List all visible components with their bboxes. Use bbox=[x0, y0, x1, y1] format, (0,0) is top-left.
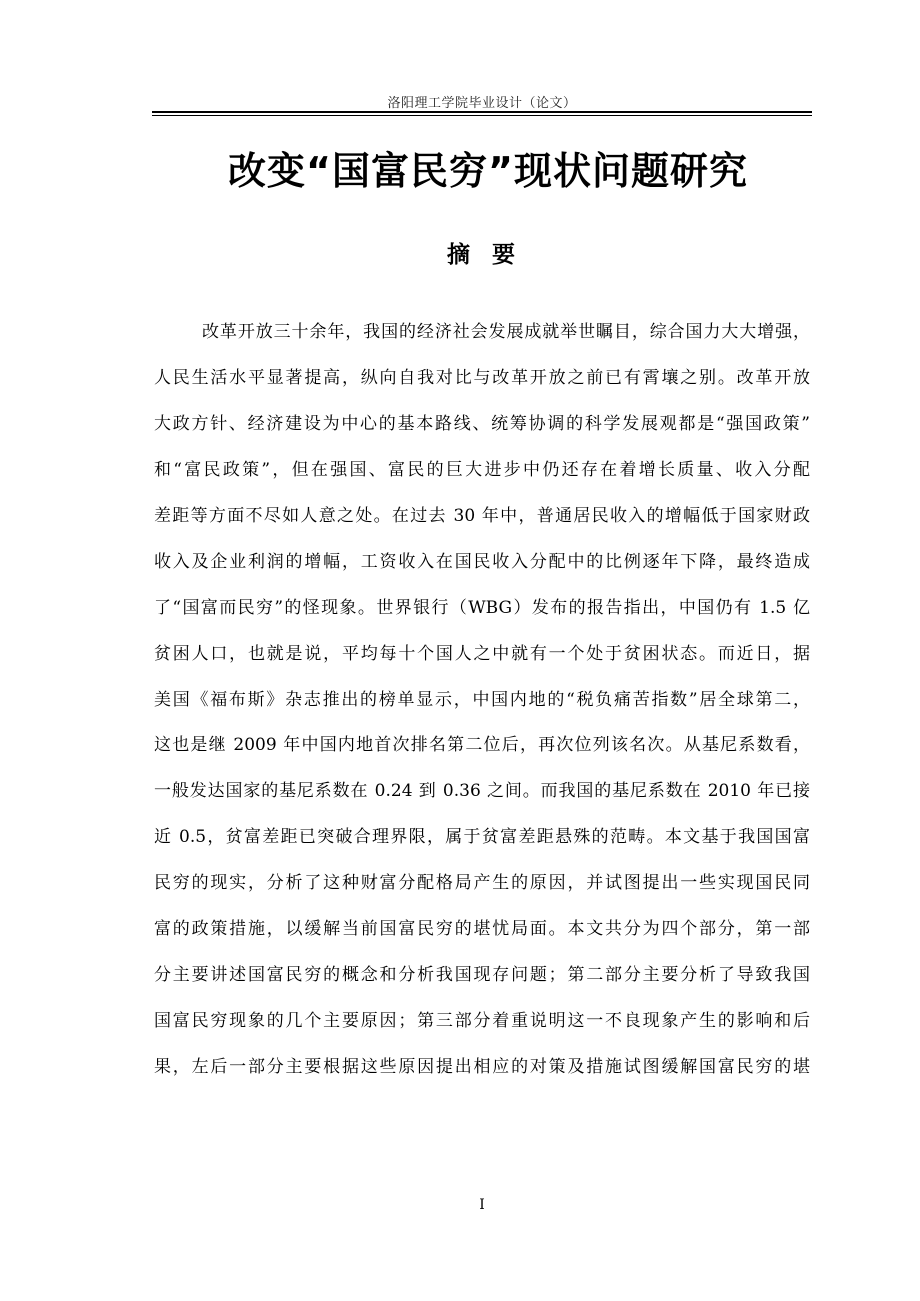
abstract-line: 了“国富而民穷”的怪现象。世界银行（WBG）发布的报告指出，中国仍有 1.5 亿 bbox=[154, 597, 810, 618]
running-header: 洛阳理工学院毕业设计（论文） bbox=[387, 96, 577, 111]
paper-title: 改变“国富民穷”现状问题研究 bbox=[228, 149, 748, 193]
abstract-line: 和“富民政策”，但在强国、富民的巨大进步中仍还存在着增长质量、收入分配 bbox=[154, 459, 810, 480]
page-number: I bbox=[479, 1197, 485, 1213]
abstract-line: 贫困人口，也就是说，平均每十个国人之中就有一个处于贫困状态。而近日，据 bbox=[154, 643, 810, 664]
abstract-line: 国富民穷现象的几个主要原因；第三部分着重说明这一不良现象产生的影响和后 bbox=[154, 1011, 810, 1032]
abstract-line: 大政方针、经济建设为中心的基本路线、统筹协调的科学发展观都是“强国政策” bbox=[154, 413, 810, 434]
abstract-line: 收入及企业利润的增幅，工资收入在国民收入分配中的比例逐年下降，最终造成 bbox=[154, 551, 810, 572]
abstract-line: 一般发达国家的基尼系数在 0.24 到 0.36 之间。而我国的基尼系数在 2010 年已接 bbox=[154, 781, 810, 802]
abstract-line: 富的政策措施，以缓解当前国富民穷的堪忧局面。本文共分为四个部分，第一部 bbox=[154, 919, 810, 940]
header-divider-thick bbox=[152, 111, 812, 113]
abstract-line: 美国《福布斯》杂志推出的榜单显示，中国内地的“税负痛苦指数”居全球第二， bbox=[154, 689, 810, 710]
abstract-line: 果，左后一部分主要根据这些原因提出相应的对策及措施试图缓解国富民穷的堪 bbox=[154, 1057, 810, 1077]
abstract-line: 差距等方面不尽如人意之处。在过去 30 年中，普通居民收入的增幅低于国家财政 bbox=[154, 505, 810, 526]
abstract-heading: 摘 要 bbox=[446, 242, 517, 268]
header-divider-thin bbox=[152, 115, 812, 116]
abstract-line: 改革开放三十余年，我国的经济社会发展成就举世瞩目，综合国力大大增强， bbox=[202, 322, 810, 342]
abstract-line: 分主要讲述国富民穷的概念和分析我国现存问题；第二部分主要分析了导致我国 bbox=[154, 965, 810, 986]
abstract-line: 这也是继 2009 年中国内地首次排名第二位后，再次位列该名次。从基尼系数看， bbox=[154, 735, 810, 756]
abstract-line: 人民生活水平显著提高，纵向自我对比与改革开放之前已有霄壤之别。改革开放 bbox=[154, 367, 810, 388]
abstract-body bbox=[154, 315, 810, 1096]
abstract-line: 民穷的现实，分析了这种财富分配格局产生的原因，并试图提出一些实现国民同 bbox=[154, 873, 810, 894]
abstract-line: 近 0.5，贫富差距已突破合理界限，属于贫富差距悬殊的范畴。本文基于我国国富 bbox=[154, 827, 810, 848]
